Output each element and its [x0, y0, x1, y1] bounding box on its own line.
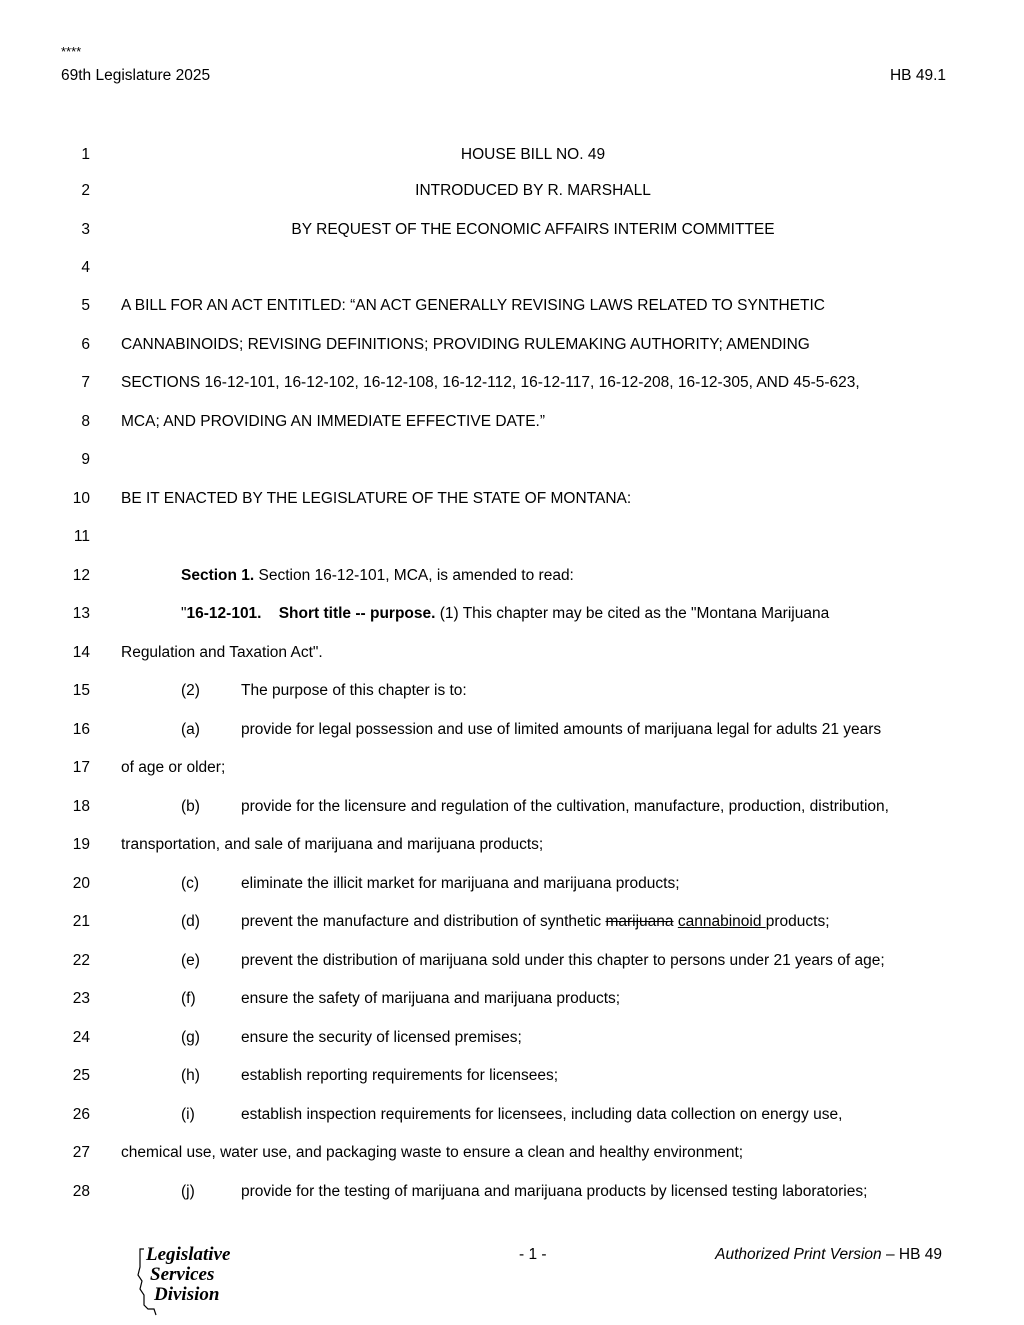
- open-quote: ": [181, 605, 187, 622]
- bill-reference: HB 49.1: [889, 67, 946, 84]
- subsection-mark: (j): [181, 1183, 195, 1200]
- legislature-label: 69th Legislature 2025: [61, 67, 211, 84]
- bill-text: CANNABINOIDS; REVISING DEFINITIONS; PROVIDING RULEMAKING AUTHORITY; AMENDING: [121, 336, 810, 353]
- bill-line: [0, 374, 1024, 396]
- line-number: 25: [72, 1067, 90, 1084]
- header-stars: ****: [61, 44, 82, 59]
- bill-line: [0, 836, 1024, 858]
- line-number: 5: [81, 297, 90, 314]
- subsection-text: provide for the testing of marijuana and marijuana products by licensed testing laboratories;: [241, 1183, 868, 1200]
- text-before-amendment: prevent the manufacture and distribution of synthetic: [241, 913, 606, 930]
- subsection-mark: (f): [181, 990, 196, 1007]
- subsection-mark: (i): [181, 1106, 195, 1123]
- bill-line: [0, 528, 1024, 550]
- line-number: 4: [81, 259, 90, 276]
- bill-line: [0, 1067, 1024, 1089]
- line-number: 3: [81, 221, 90, 238]
- logo-line-division: Division: [154, 1284, 220, 1305]
- bill-line: [0, 259, 1024, 281]
- line-number: 20: [72, 875, 90, 892]
- enacting-clause: BE IT ENACTED BY THE LEGISLATURE OF THE STATE OF MONTANA:: [121, 490, 632, 507]
- section-text: Section 16-12-101, MCA, is amended to read:: [254, 567, 574, 584]
- bill-line: [0, 336, 1024, 358]
- line-number: 18: [72, 798, 90, 815]
- line-number: 12: [72, 567, 90, 584]
- section-number: Section 1.: [181, 567, 255, 584]
- bill-title: HOUSE BILL NO. 49: [460, 146, 606, 163]
- subsection-mark: (e): [181, 952, 200, 969]
- logo-line-services: Services: [150, 1264, 215, 1285]
- authorized-print-version: [715, 1246, 942, 1264]
- subsection-mark: (c): [181, 875, 200, 892]
- bill-line: [0, 990, 1024, 1012]
- subsection-text: eliminate the illicit market for marijuana and marijuana products;: [241, 875, 680, 892]
- bill-line: [0, 146, 1024, 168]
- legislative-services-logo: [132, 1245, 252, 1319]
- subsection-text: establish inspection requirements for licensees, including data collection on energy use,: [241, 1106, 843, 1123]
- line-number: 14: [72, 644, 90, 661]
- line-number: 9: [81, 451, 90, 468]
- line-number: 2: [81, 182, 90, 199]
- bill-line: [0, 490, 1024, 512]
- bill-line: [0, 644, 1024, 666]
- subsection-text: The purpose of this chapter is to:: [241, 682, 467, 699]
- line-number: 11: [73, 528, 90, 545]
- line-number: 19: [72, 836, 90, 853]
- statute-heading: [181, 605, 829, 623]
- statute-text: (1) This chapter may be cited as the "Montana Marijuana: [435, 605, 830, 622]
- subsection-text: establish reporting requirements for licensees;: [241, 1067, 559, 1084]
- line-number: 17: [72, 759, 90, 776]
- line-number: 6: [81, 336, 90, 353]
- bill-line: [0, 413, 1024, 435]
- line-number: 23: [72, 990, 90, 1007]
- subsection-text: prevent the distribution of marijuana sold under this chapter to persons under 21 years of age;: [241, 952, 885, 969]
- bill-line: [0, 451, 1024, 473]
- line-number: 27: [72, 1144, 90, 1161]
- bill-line: [0, 182, 1024, 204]
- subsection-text: provide for the licensure and regulation of the cultivation, manufacture, production, distribution,: [241, 798, 889, 815]
- bill-line: [0, 759, 1024, 781]
- text-after-amendment: products;: [765, 913, 830, 930]
- subsection-mark: (2): [181, 682, 200, 699]
- bill-text: A BILL FOR AN ACT ENTITLED: “AN ACT GENERALLY REVISING LAWS RELATED TO SYNTHETIC: [121, 297, 826, 314]
- bill-line: [0, 1106, 1024, 1128]
- line-number: 21: [72, 913, 90, 930]
- line-number: 8: [81, 413, 90, 430]
- subsection-text: ensure the security of licensed premises;: [241, 1029, 522, 1046]
- bill-line: [0, 605, 1024, 627]
- bill-line: [0, 913, 1024, 935]
- bill-line: [0, 1183, 1024, 1205]
- auth-label: Authorized Print Version: [715, 1246, 882, 1263]
- line-number: 22: [72, 952, 90, 969]
- page-number: - 1 -: [519, 1246, 547, 1263]
- bill-line: [0, 682, 1024, 704]
- bill-line: [0, 875, 1024, 897]
- bill-text: transportation, and sale of marijuana and marijuana products;: [121, 836, 544, 853]
- bill-line: [0, 721, 1024, 743]
- bill-line: [0, 297, 1024, 319]
- line-number: 24: [72, 1029, 90, 1046]
- subsection-text: ensure the safety of marijuana and marijuana products;: [241, 990, 621, 1007]
- subsection-text: [241, 913, 830, 931]
- subsection-mark: (b): [181, 798, 200, 815]
- struck-text: marijuana: [605, 913, 674, 930]
- bill-text: Regulation and Taxation Act".: [121, 644, 323, 661]
- bill-text: SECTIONS 16-12-101, 16-12-102, 16-12-108, 16-12-112, 16-12-117, 16-12-208, 16-12-305, AND 45-5-623,: [121, 374, 860, 391]
- subsection-mark: (h): [181, 1067, 200, 1084]
- line-number: 1: [81, 146, 90, 163]
- bill-line: [0, 567, 1024, 589]
- line-number: 13: [72, 605, 90, 622]
- request-line: BY REQUEST OF THE ECONOMIC AFFAIRS INTERIM COMMITTEE: [291, 221, 775, 238]
- line-number: 15: [72, 682, 90, 699]
- line-number: 26: [72, 1106, 90, 1123]
- bill-line: [0, 798, 1024, 820]
- bill-text: MCA; AND PROVIDING AN IMMEDIATE EFFECTIVE DATE.”: [121, 413, 545, 430]
- bill-line: [0, 1144, 1024, 1166]
- bill-line: [0, 952, 1024, 974]
- bill-text: chemical use, water use, and packaging waste to ensure a clean and healthy environment;: [121, 1144, 744, 1161]
- line-number: 7: [81, 374, 90, 391]
- subsection-mark: (a): [181, 721, 200, 738]
- subsection-mark: (d): [181, 913, 200, 930]
- bill-text: of age or older;: [121, 759, 226, 776]
- line-number: 16: [72, 721, 90, 738]
- inserted-text: cannabinoid: [677, 913, 766, 930]
- bill-line: [0, 221, 1024, 243]
- auth-bill: – HB 49: [881, 1246, 942, 1263]
- line-number: 28: [72, 1183, 90, 1200]
- bill-line: [0, 1029, 1024, 1051]
- logo-line-legislative: Legislative: [146, 1244, 231, 1265]
- section-heading: [181, 567, 574, 585]
- sponsor-line: INTRODUCED BY R. MARSHALL: [415, 182, 651, 199]
- subsection-text: provide for legal possession and use of limited amounts of marijuana legal for adults 21 years: [241, 721, 882, 738]
- statute-title: 16-12-101. Short title -- purpose.: [186, 605, 436, 622]
- subsection-mark: (g): [181, 1029, 200, 1046]
- line-number: 10: [72, 490, 90, 507]
